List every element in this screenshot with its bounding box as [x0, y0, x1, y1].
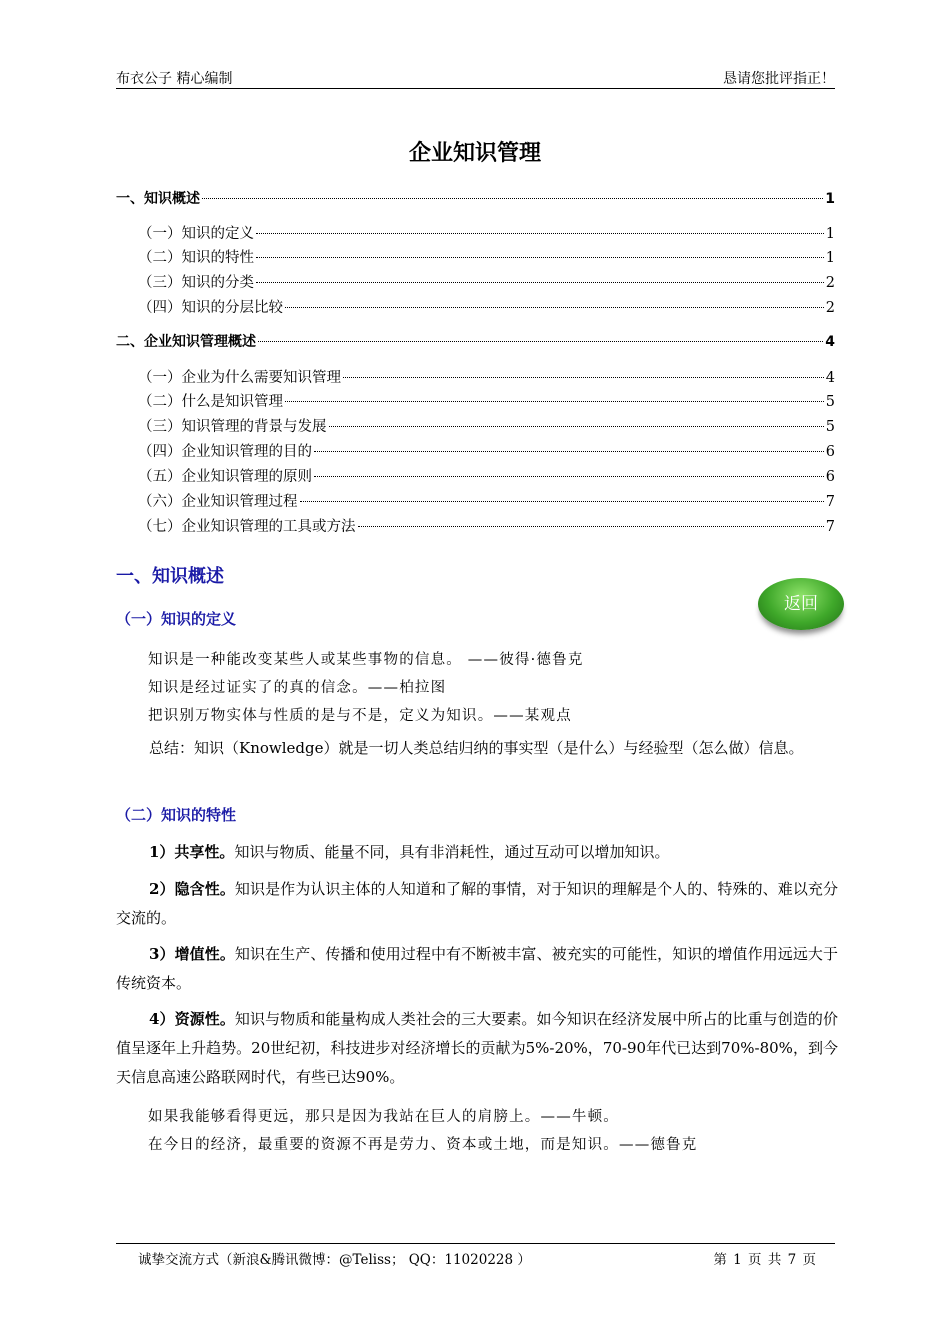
- toc-page: 4: [825, 334, 835, 350]
- quote: 知识是经过证实了的真的信念。——柏拉图: [148, 680, 447, 696]
- page-header: [116, 68, 835, 89]
- toc-label: （四）知识的分层比较: [138, 300, 283, 316]
- toc-label: （五）企业知识管理的原则: [138, 469, 312, 485]
- toc-page: 1: [825, 250, 835, 266]
- toc-entry[interactable]: [138, 390, 835, 412]
- trait-text: 知识与物质和能量构成人类社会的三大要素。如今知识在经济发展中所占的比重与创造的价值呈逐年上升趋势。20世纪初，科技进步对经济增长的贡献为5%-20%，70-90年代已达到70%-80%，到今天信息高速公路联网时代，有些已达90%。: [116, 1010, 838, 1086]
- header-right: 恳请您批评指正！: [723, 71, 835, 87]
- toc-label: （四）企业知识管理的目的: [138, 444, 312, 460]
- subsection-heading: （二）知识的特性: [116, 806, 237, 824]
- toc-entry[interactable]: [138, 440, 835, 462]
- quote: 如果我能够看得更远，那只是因为我站在巨人的肩膀上。——牛顿。: [148, 1109, 619, 1125]
- toc-page: 7: [825, 494, 835, 510]
- trait-paragraph: [116, 1005, 838, 1092]
- toc-label: （二）知识的特性: [138, 250, 254, 266]
- toc-label: （二）什么是知识管理: [138, 394, 283, 410]
- subsection-heading: （一）知识的定义: [116, 610, 237, 628]
- toc-label: （六）企业知识管理过程: [138, 494, 298, 510]
- trait-paragraph: [116, 940, 838, 998]
- page-number: 第 1 页 共 7 页: [713, 1252, 817, 1268]
- quote: 在今日的经济，最重要的资源不再是劳力、资本或土地，而是知识。——德鲁克: [148, 1137, 698, 1153]
- document-title: 企业知识管理: [408, 141, 541, 166]
- toc-entry[interactable]: [138, 515, 835, 537]
- toc-label: （三）知识的分类: [138, 275, 254, 291]
- trait-term: 2）隐含性。: [149, 880, 235, 898]
- trait-paragraph: [116, 875, 838, 933]
- trait-paragraph: [116, 838, 838, 867]
- trait-text: 知识与物质、能量不同，具有非消耗性，通过互动可以增加知识。: [234, 843, 670, 861]
- toc-page: 1: [825, 226, 835, 242]
- toc-page: 2: [825, 300, 835, 316]
- toc-entry[interactable]: [138, 222, 835, 244]
- toc-label: 一、知识概述: [116, 191, 200, 207]
- toc-label: 二、企业知识管理概述: [116, 334, 256, 350]
- trait-text: 知识是作为认识主体的人知道和了解的事情，对于知识的理解是个人的、特殊的、难以充分交流的。: [116, 880, 838, 927]
- quote: 把识别万物实体与性质的是与不是，定义为知识。——某观点: [148, 708, 572, 724]
- toc-page: 5: [825, 419, 835, 435]
- back-button[interactable]: 返回: [758, 578, 844, 630]
- toc-entry[interactable]: [138, 366, 835, 388]
- toc-label: （一）知识的定义: [138, 226, 254, 242]
- quote: 知识是一种能改变某些人或某些事物的信息。 ——彼得·德鲁克: [148, 652, 584, 668]
- toc-label: （一）企业为什么需要知识管理: [138, 370, 341, 386]
- toc-page: 4: [825, 370, 835, 386]
- section-heading: 一、知识概述: [116, 566, 224, 587]
- toc-entry[interactable]: [138, 296, 835, 318]
- toc-label: （七）企业知识管理的工具或方法: [138, 519, 356, 535]
- trait-term: 3）增值性。: [149, 945, 235, 963]
- toc-entry[interactable]: [138, 415, 835, 437]
- toc-entry[interactable]: [116, 331, 835, 353]
- footer-contact: 诚挚交流方式（新浪&腾讯微博：@Teliss； QQ：11020228 ）: [138, 1252, 531, 1268]
- page-footer: [116, 1243, 835, 1266]
- trait-text: 知识在生产、传播和使用过程中有不断被丰富、被充实的可能性，知识的增值作用远远大于传统资本。: [116, 945, 838, 992]
- toc-entry[interactable]: [116, 188, 835, 210]
- trait-term: 1）共享性。: [149, 843, 235, 861]
- toc-entry[interactable]: [138, 465, 835, 487]
- toc-page: 1: [825, 191, 835, 207]
- toc-page: 6: [825, 444, 835, 460]
- summary-paragraph: 总结：知识（Knowledge）就是一切人类总结归纳的事实型（是什么）与经验型（怎么做）信息。: [149, 739, 804, 757]
- toc-page: 5: [825, 394, 835, 410]
- trait-term: 4）资源性。: [149, 1010, 235, 1028]
- header-left: 布衣公子 精心编制: [116, 71, 233, 87]
- toc-page: 6: [825, 469, 835, 485]
- toc-entry[interactable]: [138, 271, 835, 293]
- toc-page: 7: [825, 519, 835, 535]
- toc-entry[interactable]: [138, 246, 835, 268]
- toc-entry[interactable]: [138, 490, 835, 512]
- toc-page: 2: [825, 275, 835, 291]
- toc-label: （三）知识管理的背景与发展: [138, 419, 327, 435]
